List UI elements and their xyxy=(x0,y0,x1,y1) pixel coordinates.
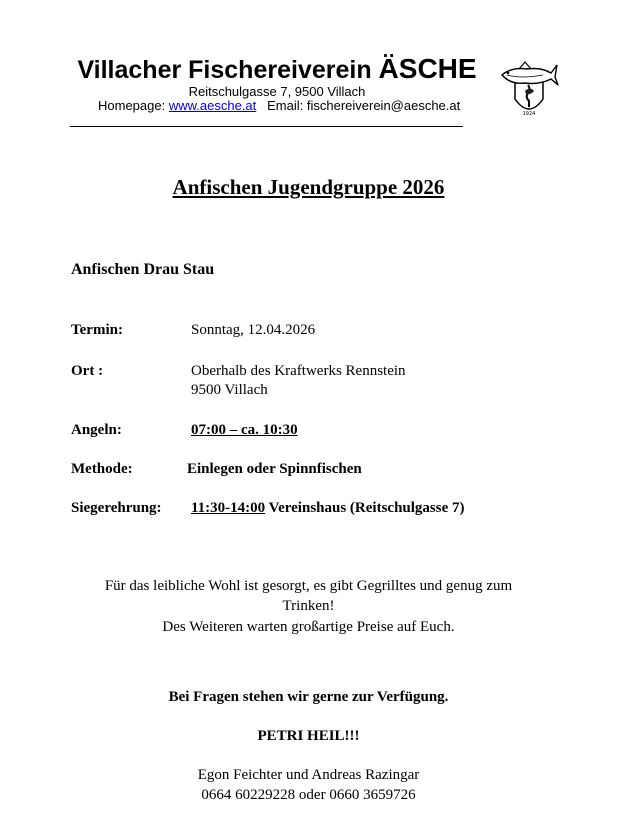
termin-label: Termin: xyxy=(71,322,123,338)
info-line-2: Trinken! xyxy=(282,598,335,614)
angeln-value: 07:00 – ca. 10:30 xyxy=(191,422,298,438)
info-line-3: Des Weiteren warten großartige Preise auf Euch. xyxy=(162,619,455,635)
org-contact xyxy=(98,98,460,113)
methode-label: Methode: xyxy=(71,461,133,477)
email-text: Email: fischereiverein@aesche.at xyxy=(267,98,461,113)
termin-value: Sonntag, 12.04.2026 xyxy=(191,322,316,338)
info-line-1: Für das leibliche Wohl ist gesorgt, es gibt Gegrilltes und genug zum xyxy=(104,578,513,594)
header-divider xyxy=(70,126,463,127)
ort-line1: Oberhalb des Kraftwerks Rennstein xyxy=(191,363,406,379)
org-name xyxy=(70,53,484,85)
questions-text: Bei Fragen stehen wir gerne zur Verfügung. xyxy=(168,689,449,705)
logo-year: 1924 xyxy=(522,111,536,117)
siegerehrung-time: 11:30-14:00 xyxy=(191,500,266,516)
ort-label: Ort : xyxy=(71,363,104,379)
contact-names: Egon Feichter und Andreas Razingar xyxy=(197,767,420,783)
angeln-label: Angeln: xyxy=(71,422,122,438)
document-title: Anfischen Jugendgruppe 2026 xyxy=(172,175,445,199)
event-subtitle: Anfischen Drau Stau xyxy=(71,261,215,278)
methode-value: Einlegen oder Spinnfischen xyxy=(187,461,362,477)
homepage-label: Homepage: xyxy=(98,98,166,113)
contact-phones: 0664 60229228 oder 0660 3659726 xyxy=(201,787,416,803)
org-address: Reitschulgasse 7, 9500 Villach xyxy=(188,84,366,99)
homepage-link[interactable]: www.aesche.at xyxy=(168,98,257,113)
siegerehrung-place: Vereinshaus (Reitschulgasse 7) xyxy=(265,500,465,516)
siegerehrung-label: Siegerehrung: xyxy=(71,500,162,516)
ort-line2: 9500 Villach xyxy=(191,382,268,398)
org-name-suffix: ÄSCHE xyxy=(378,53,477,84)
club-logo-icon xyxy=(497,55,561,121)
org-name-prefix: Villacher Fischereiverein xyxy=(77,56,372,84)
petri-heil-text: PETRI HEIL!!! xyxy=(257,728,360,744)
siegerehrung-value xyxy=(191,500,465,517)
